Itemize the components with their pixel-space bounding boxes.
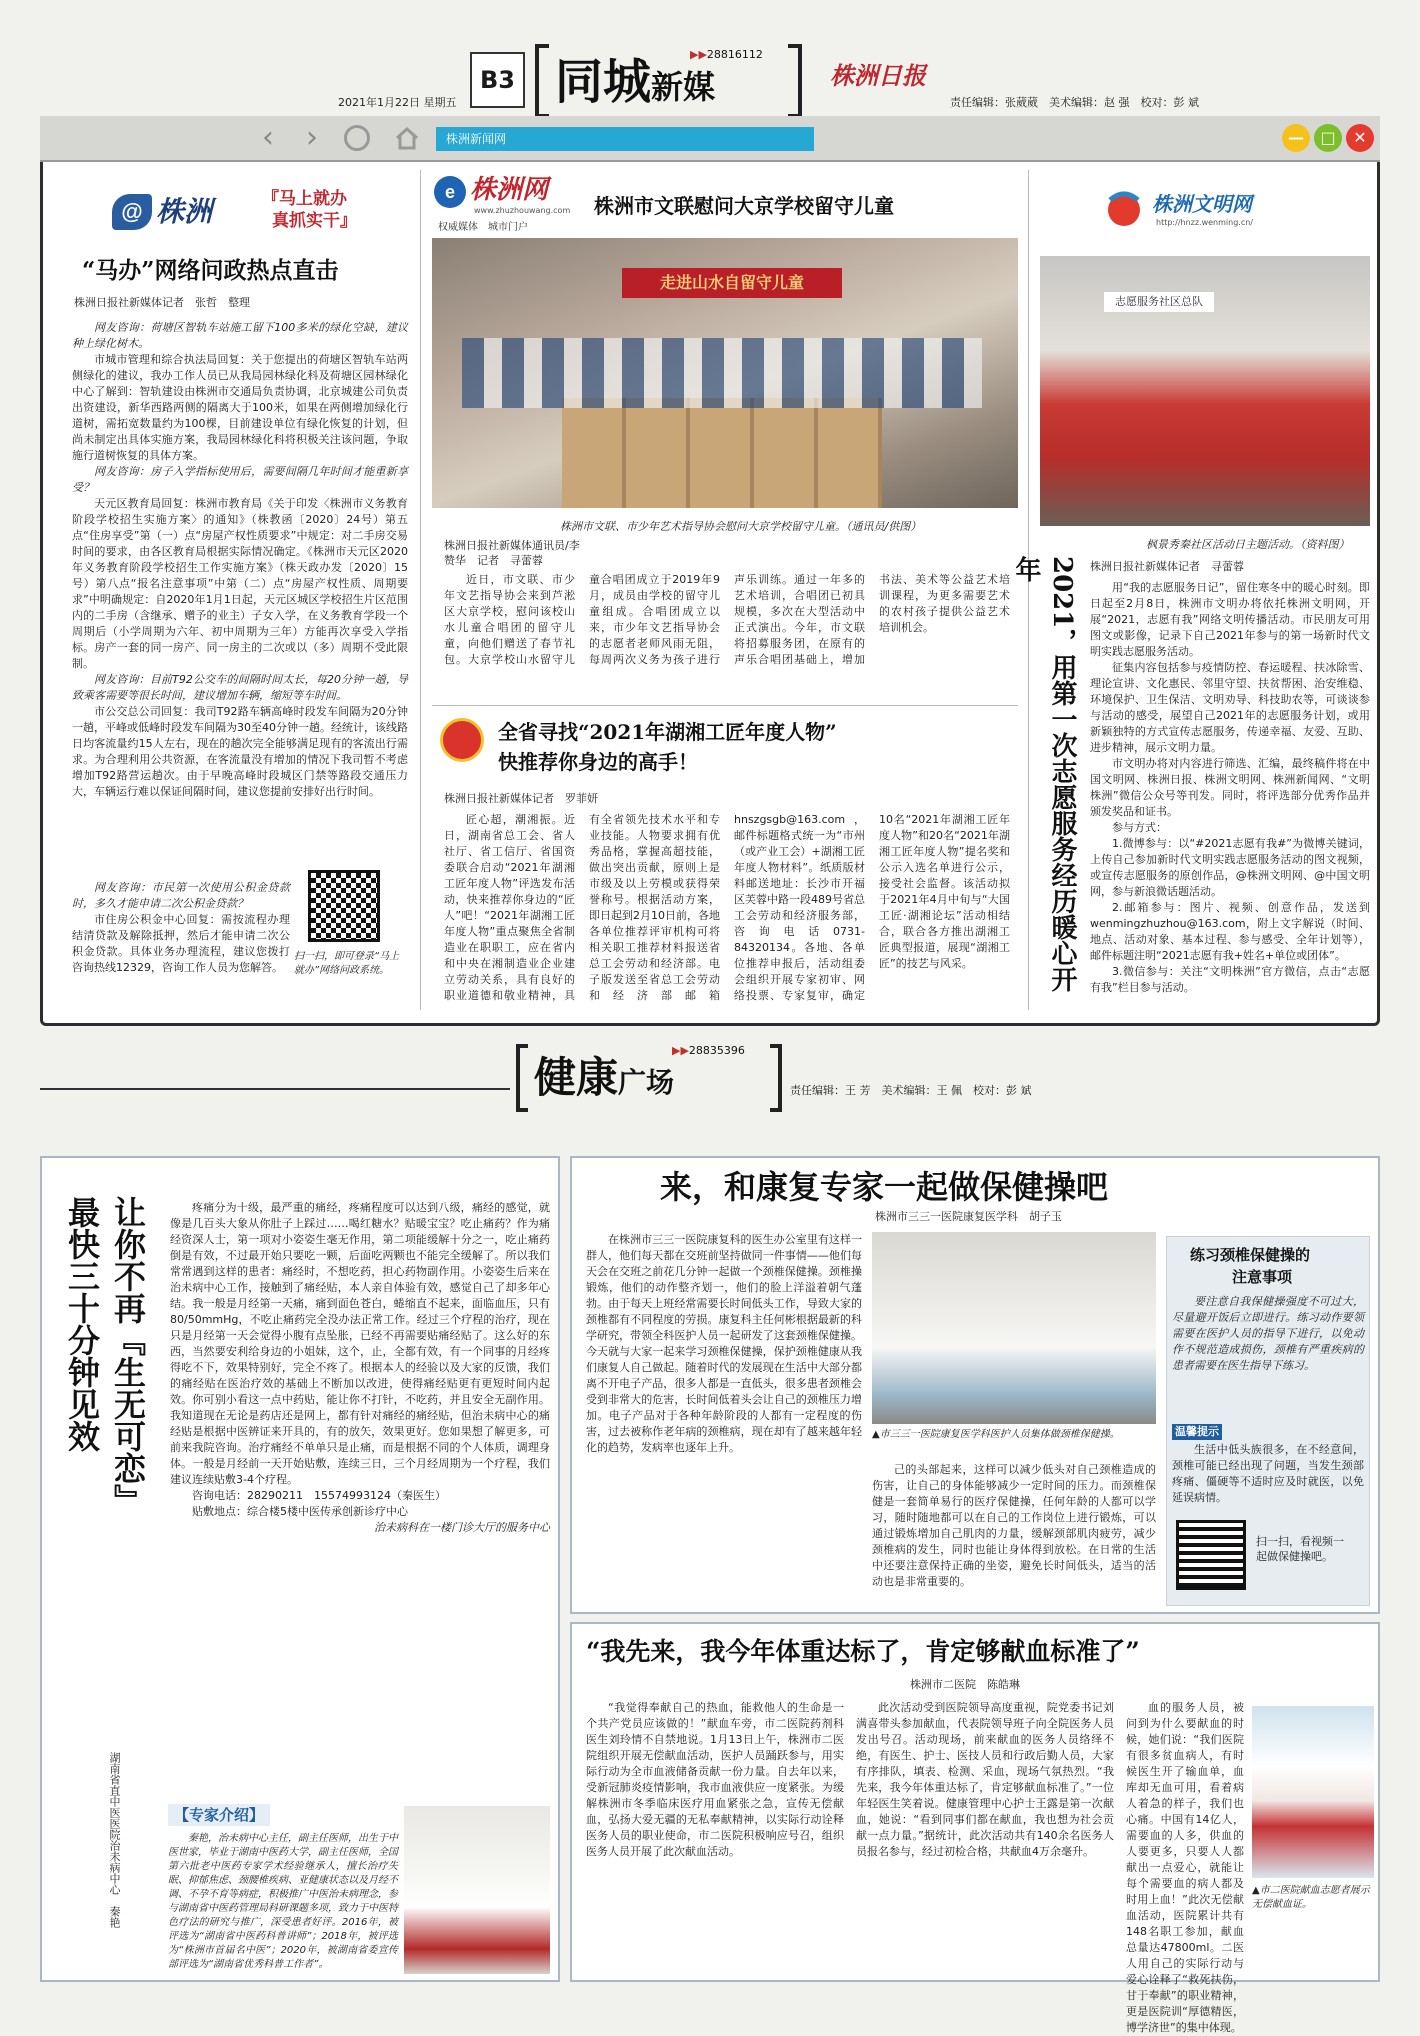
section-title — [555, 52, 715, 112]
tip-text-2: 生活中低头族很多，在不经意间，颈椎可能已经出现了问题，当发生颈部疼痛、僵硬等不适时应及时就医，以免延误病情。 — [1172, 1443, 1364, 1504]
article-title: 株洲市文联慰问大京学校留守儿童 — [594, 194, 894, 218]
blood-body-col-3 — [1126, 1700, 1244, 2034]
health-divider-left — [40, 1088, 510, 1090]
tip-title-line-2: 注意事项 — [1232, 1268, 1293, 1286]
phone-icon: ▶▶ — [690, 48, 707, 61]
section-phone-number: 28816112 — [706, 48, 763, 61]
health-phone — [672, 1044, 745, 1057]
section-title-small: 新媒 — [651, 68, 716, 106]
volunteer-p4: 参与方式： — [1112, 821, 1167, 834]
answer-2: 天元区教育局回复：株洲市教育局《关于印发〈株洲市义务教育阶段学校招生实施方案〉的通知》（株教函〔2020〕24号）第五点“住房享受”第（一）点“房屋产权性质要求”中规定：对二手房交易时间的要求，由各区教育局根据实际情况确定。《株洲市天元区2020年义务教育阶段学校招生工作实施方案》（株天政办发〔2020〕15号）第八点“报名注意事项”中第（二）点“房屋产权性质、周期要求”中明确规定：自2020年1月1日起，天元区城区学校招生片区范围内的二手房（含继承、赠予的业主）子女入学，在义务教育学段一个周期后（小学周期为六年、初中周期为三年）方能再次享受入学指标。房产一套的同一房产、同一房主的二次或以（多）周期不受此限制。 — [72, 497, 408, 670]
forward-glyph: ‹ — [306, 120, 318, 155]
section-title-big: 同城 — [555, 54, 652, 110]
blood-text-1: “我觉得奉献自己的热血，能救他人的生命是一个共产党员应该做的！”献血车旁，市二医院药剂科医生刘玲情不自禁地说。1月13日上午，株洲市二医院组织开展无偿献血活动，医护人员踊跃参与，用实际行动为全市血液储备贡献一份力量。自去年以来，受新冠肺炎疫情影响，我市血液供应一度紧张。为缓解株洲市冬季临床医疗用血紧张之急，宣传无偿献血，弘扬大爱无疆的无私奉献精神，以实际行动诠释医务人员的职业使命，市二医院积极响应号召，组织医务人员开展了此次献血活动。 — [586, 1701, 844, 1858]
article-title: “马办”网络问政热点直击 — [82, 257, 339, 284]
health-left-body — [170, 1200, 550, 1796]
bracket-left — [516, 1044, 528, 1112]
article-byline: 株洲日报社新媒体记者 寻蕾蓉 — [1090, 560, 1244, 573]
article-text: 近日，市文联、市少年文艺指导协会来到芦淞区大京学校，慰问该校山水儿童合唱团的留守儿童，向他们赠送了春节礼包。大京学校山水留守儿童合唱团成立于2019年9月，成员由学校的留守儿童组成。合唱团成立以来，市少年文艺指导协会的志愿者老师风雨无阻，每周两次义务为孩子进行声乐训练。通过一年多的艺术培训，合唱团已初具规模，多次在大型活动中正式演出。今年，市文联将招募服务团，在原有的声乐合唱团基础上，增加书法、美术等公益艺术培训课程，为更多需要艺术的农村孩子提供公益艺术培训机会。 — [444, 573, 1010, 666]
mabang-slogan — [262, 188, 357, 232]
home-icon — [394, 126, 420, 150]
wenming-logo-icon — [1102, 186, 1146, 230]
maximize-button[interactable]: □ — [1314, 124, 1342, 152]
health-vertical-title-1: 让你不再『生无可恋』 — [109, 1196, 147, 1516]
article-byline: 株洲日报社新媒体通讯员/李赞华 记者 寻蕾蓉 — [444, 539, 580, 567]
blood-title: “我先来，我今年体重达标了，肯定够献血标准了” — [586, 1637, 1140, 1666]
volunteer-p3: 市文明办将对内容进行筛选、汇编，最终稿件将在中国文明网、株洲日报、株洲文明网、株洲新闻网、“文明株洲”微信公众号等刊发。同时，将评选部分优秀作品并颁发奖品和证书。 — [1090, 757, 1370, 818]
health-title-small: 广场 — [618, 1066, 675, 1099]
url-text: 株洲新闻网 — [446, 132, 507, 146]
health-contact-note: 治未病科在一楼门诊大厅的服务中心 — [374, 1521, 550, 1534]
mabang-qr-code[interactable] — [308, 870, 380, 942]
bracket-right — [770, 1044, 782, 1112]
volunteer-p6: 2.邮箱参与：图片、视频、创意作品，发送到wenmingzhuzhou@163.com，附上文字解说（时间、地点、活动对象、基本过程、参与感受、全年计划等），邮件标题注明“2021志愿有我+姓名+单位或团体”。 — [1090, 901, 1370, 962]
mabang-logo — [112, 188, 412, 238]
slogan-line-1: 『马上就办 — [262, 189, 347, 209]
rehab-photo — [872, 1232, 1156, 1424]
page-number: B3 — [470, 52, 525, 108]
health-phone-number: 28835396 — [688, 1044, 745, 1057]
answer-3: 市公交总公司回复：我司T92路车辆高峰时段发车间隔为20分钟一趟，平峰或低峰时段发车间隔为30至40分钟一趟。经统计，该线路日均客流量约15人左右，现在的趟次完全能够满足现有的客流出行需求。为合理利用公共资源，在客流量没有增加的情况下我司暂不考虑增加T92路营运趟次。由于早晚高峰时段城区门禁等路段交通压力大，车辆运行难以保证间隔时间，建议您提前安排好出行时间。 — [72, 705, 408, 798]
address-bar[interactable] — [436, 127, 814, 151]
craftsman-body — [444, 812, 1010, 1008]
close-button[interactable]: ✕ — [1346, 124, 1374, 152]
wenming-logo-name: 株洲文明网 — [1152, 192, 1252, 216]
expert-intro-text — [168, 1832, 398, 1972]
health-contact-phone: 咨询电话：28290211 15574993124（秦医生） — [192, 1489, 446, 1502]
column-divider — [420, 170, 421, 1010]
home-button[interactable] — [394, 126, 420, 150]
blood-body-col-2 — [856, 1700, 1114, 1974]
article-byline: 株洲日报社新媒体记者 张哲 整理 — [74, 296, 250, 309]
volunteer-p5: 1.微博参与：以“#2021志愿有我#”为微博关键词，上传自己参加新时代文明实践志愿服务活动的图文视频，或宣传志愿服务的原创作品，@株洲文明网、@中国文明网，参与新浪微话题活动。 — [1090, 837, 1370, 898]
expert-photo — [404, 1806, 550, 1974]
issue-date: 2021年1月22日 星期五 — [338, 96, 457, 109]
question-3: 网友咨询：目前T92公交车的间隔时间太长，每20分钟一趟，导致乘客需要等很长时间，建议增加车辆，缩短等车时间。 — [72, 673, 408, 702]
blood-byline: 株洲市二医院 陈皓琳 — [910, 1678, 1020, 1691]
rehab-photo-caption: ▲市三三一医院康复医学科医护人员集体做颈椎保健操。 — [872, 1429, 1120, 1440]
zhuzhou-net-logo — [434, 172, 584, 236]
health-editors: 责任编辑：王 芳 美术编辑：王 佩 校对：彭 斌 — [790, 1084, 1032, 1097]
tag-authority: 权威媒体 — [438, 222, 478, 233]
bracket-right — [788, 44, 802, 118]
forward-button[interactable] — [306, 118, 318, 158]
volunteer-vertical-title: 2021，用第一次志愿服务经历暖心开年 — [1011, 556, 1077, 993]
craftsman-title-line-1: 全省寻找“2021年湖湘工匠年度人物” — [498, 720, 837, 744]
rehab-body-left — [586, 1232, 862, 1604]
health-vertical-title-2: 最快三十分钟见效 — [63, 1196, 101, 1452]
health-section-title — [534, 1048, 674, 1108]
question-4: 网友咨询：市民第一次使用公积金贷款时，多久才能申请二次公积金贷款？ — [72, 881, 290, 910]
back-button[interactable]: ‹ — [262, 120, 274, 155]
health-title-big: 健康 — [534, 1053, 619, 1102]
rehab-body-right — [872, 1462, 1156, 1608]
rehab-text-2: 己的头部起来，这样可以减少低头对自己颈椎造成的伤害，让自己的身体能够减少一定时间的压力。而颈椎保健是一套简单易行的医疗保健操，任何年龄的人都可以学习，随时随地都可以在自己的工作岗位上进行锻炼，可以通过锻炼增加自己肌肉的力量，缓解颈部肌肉疲劳，减少颈椎病的发生，同时也能让身体得到放松。在日常的生活中还要注意保持正确的坐姿，避免长时间低头，适当的活动也是非常重要的。 — [872, 1463, 1156, 1588]
article-body — [444, 572, 1010, 700]
article-body-continued — [72, 880, 290, 1010]
rehab-qr-code[interactable] — [1176, 1520, 1246, 1590]
health-contact-address: 贴敷地点：综合楼5楼中医传承创新诊疗中心 — [192, 1505, 408, 1518]
photo-children-row — [462, 338, 982, 408]
tip-tag: 温馨提示 — [1172, 1424, 1222, 1440]
rehab-byline: 株洲市三三一医院康复医学科 胡子玉 — [875, 1210, 1062, 1223]
tip-body — [1172, 1294, 1364, 1420]
question-2: 网友咨询：房子入学指标使用后，需要间隔几年时间才能重新享受？ — [72, 465, 408, 494]
brand-logo: 株洲日报 — [830, 61, 926, 90]
slogan-line-2: 真抓实干』 — [272, 211, 357, 231]
health-left-text: 疼痛分为十级，最严重的痛经，疼痛程度可以达到八级，痛经的感觉，就像是几百头大象从你肚子上踩过……喝红糖水？贴暖宝宝？吃止痛药？作为痛经资深人士，第一项对小姿姿生毫无作用，第二项能缓解十分之一，吃止痛药倒是有效，不过最开始只要吃一颗，后面吃两颗也不能完全缓解了。所以我们常常遇到这样的患者：痛经时，不想吃药，担心药物副作用。小姿姿生后来在治未病中心工作，接触到了痛经贴，本人亲自体验有效，感觉自己了却多年心结。我一般是月经第一天痛，痛到面色苍白，蜷缩直不起来，面临血压，只有80/50mmHg，不吃止痛药完全没办法正常工作。经过三个疗程的治疗，现在只是月经第一天会觉得小腹有点坠胀，已经不再需要贴痛经贴了。这么好的东西，当然要安利给身边的小姐妹，这个，止，全都有效，有一个同事的月经疼得吃不下，效果特别好，完全不疼了。根据本人的经验以及大家的反馈，我们的痛经贴在医治疗效的基础上不断加以改进，使得痛经贴更有更短时间内起效。你可别小看这一点中药贴，能让你不打针，不吃药，并且安全无副作用。我知道现在无论是药店还是网上，都有针对痛经的痛经贴，但治未病中心的痛经贴是根据中医辨证来开具的，有的放矢，效果更好。您如果想了解更多，可前来我院咨询。治疗痛经不单单只是止痛，而是根据不同的个人体质，调理身体。一般是月经前一天开始贴敷，连续三日，三个月经周期为一个疗程，我们建议连续贴敷3-4个疗程。 — [170, 1201, 550, 1486]
expert-intro-tag: 【专家介绍】 — [168, 1804, 270, 1826]
wenming-logo-url: http://hnzz.wenming.cn/ — [1156, 218, 1253, 227]
blood-donor-photo — [1252, 1706, 1374, 1878]
health-vertical-byline: 湖南省直中医医院治未病中心 秦艳 — [108, 1752, 121, 1928]
minimize-button[interactable]: — — [1282, 124, 1310, 152]
column-divider — [432, 705, 1018, 706]
answer-1: 市城市管理和综合执法局回复：关于您提出的荷塘区智轨车站两侧绿化的建议，我办工作人员已从我局园林绿化科及荷塘区园林绿化中心了解到：智轨建设由株洲市交通局负责协调，北京城建公司负责出资建设，新华西路两侧的隔离大于100米，如果在两侧增加绿化行道树，需拓宽数量约为100棵，目前建设单位有绿化恢复的计划，但尚未制定出具体实施方案，我局园林绿化科将积极关注该问题，争取施行道树恢复的具体方案。 — [72, 353, 408, 462]
mabang-logo-icon: @ — [112, 194, 152, 230]
rehab-title: 来，和康复专家一起做保健操吧 — [660, 1168, 1109, 1206]
blood-text-2: 此次活动受到医院领导高度重视，院党委书记刘满喜带头参加献血，代表院领导班子向全院医务人员发出号召。活动现场，前来献血的医务人员络绎不绝，有医生、护士、医技人员和行政后勤人员，大家有序排队，填表、检测、采血，现场气氛热烈。“我先来，我今年体重达标了，肯定够献血标准了。”一位年轻医生笑着说。健康管理中心护士王露是第一次献血，她说：“看到同事们都在献血，我也想为社会贡献一点力量。”据统计，此次活动共有140余名医务人员报名参与，经过初检合格，共献血4万余毫升。 — [856, 1701, 1114, 1858]
craftsman-text: 匠心超，潮湘振。近日，湖南省总工会、省人社厅、省工信厅、省国资委联合启动“2021年湖湘工匠年度人物”评选发布活动，快来推荐你身边的“匠人”吧！“2021年湖湘工匠年度人物”重点聚焦全省制造业在职职工，应在省内和中央在湘制造业企业建立劳动关系，具有良好的职业道德和敬业精神，具有全省领先技术水平和专业技能。人物要求拥有优秀品格，掌握高超技能，做出突出贡献，原则上是市级及以上劳模或获得荣誉称号。根据活动方案，即日起到2月10日前，各地各单位推荐评审机构可将相关职工推荐材料报送省总工会劳动和经济部。电子版发送至省总工会劳动和经济部邮箱hnszgsgb@163.com，邮件标题格式统一为“市州（或产业工会）+湖湘工匠年度人物材料”。纸质版材料邮送地址：长沙市开福区芙蓉中路一段489号省总工会劳动和经济服务部，咨询电话0731-84320134。各地、各单位推荐申报后，活动组委会组织开展专家初审、网络投票、专家复审，确定10名“2021年湖湘工匠年度人物”和20名“2021年湖湘工匠年度人物”提名奖和公示入选名单进行公示，接受社会监督。该活动拟于2021年4月中旬与“大国工匠·湖湘论坛”活动相结合，联合各方推出湖湘工匠典型报道，展现“湖湘工匠”的技艺与风采。 — [444, 813, 1010, 1002]
craftsman-title-line-2: 快推荐你身边的高手！ — [498, 750, 698, 774]
qr-caption: 扫一扫，即可登录“马上就办”网络问政系统。 — [294, 951, 400, 976]
photo-caption: 枫景秀秦社区活动日主题活动。（资料图） — [1146, 538, 1350, 551]
zhuzhou-net-icon: e — [434, 176, 466, 208]
rehab-text: 在株洲市三三一医院康复科的医生办公室里有这样一群人，他们每天都在交班前坚持做同一件事情——他们每天会在交班之前花几分钟一起做一个颈椎保健操。颈椎操锻炼，他们的动作整齐划一，他们的脸上洋溢着朝气蓬勃。由于每天上班经常需要长时间低头工作，导致大家的颈椎都有不同程度的劳损。康复科主任何彬根据最新的科学研究，带领全科医护人员一起研发了这套颈椎保健操。今天就与大家一起来学习颈椎保健操，保护颈椎健康从我们康复人自己做起。随着时代的发展现在生活中大部分都离不开电子产品，很多人都是一直低头，很多患者颈椎会受到非常大的危害，长时间低着头会让自己的颈椎压力增加。电子产品对于各种年龄阶段的人都有一定程度的伤害，过去被称作老年病的颈椎病，现在却有了越来越年轻化的趋势，发病率也逐年上升。 — [586, 1233, 862, 1454]
volunteer-body — [1090, 580, 1370, 1005]
bracket-left — [535, 44, 549, 118]
blood-photo-caption: ▲市二医院献血志愿者展示无偿献血证。 — [1252, 1885, 1370, 1910]
question-1: 网友咨询：荷塘区智轨车站施工留下100多米的绿化空缺，建议种上绿化树木。 — [72, 321, 408, 350]
answer-4: 市住房公积金中心回复：需按流程办理结清贷款及解除抵押，然后才能申请二次公积金贷款。具体业务办理流程，建议您拨打咨询热线12329，咨询工作人员为您解答。 — [72, 913, 290, 974]
photo-caption: 株洲市文联、市少年艺术指导协会慰问大京学校留守儿童。（通讯员/供图） — [560, 520, 922, 533]
article-body — [72, 320, 408, 880]
volunteer-p2: 征集内容包括参与疫情防控、春运暖程、扶冰除雪、理论宣讲、文化惠民、邻里守望、扶贫帮困、治安维稳、环境保护、卫生保洁、文明劝导、科技助农等，可谈谈参与活动的感受，展望自己2021年的志愿服务计划，或用新颖独特的方式宣传志愿服务，传递幸福、友爱、互助、进步精神，展示文明力量。 — [1090, 661, 1370, 754]
photo-banner: 走进山水自留守儿童 — [622, 268, 842, 298]
photo-volunteers — [1040, 256, 1370, 526]
blood-body-col-1 — [586, 1700, 844, 1974]
article-byline: 株洲日报社新媒体记者 罗菲妍 — [444, 792, 598, 805]
tip-text: 要注意自我保健操强度不可过大，尽量避开饭后立即进行。练习动作要领需要在医护人员的指导下进行，以免动作不规范造成损伤，颈椎有严重疾病的患者需要在医生指导下练习。 — [1172, 1295, 1364, 1372]
volunteer-p1: 用“我的志愿服务日记”，留住寒冬中的暖心时刻。即日起至2月8日，株洲市文明办将依托株洲文明网，开展“2021，志愿有我”网络文明传播活动。市民朋友可用图文或影像，记录下自己2021年参与的第一场新时代文明实践志愿服务活动。 — [1090, 581, 1370, 658]
section-phone — [690, 48, 763, 61]
wenming-logo — [1102, 186, 1342, 238]
union-emblem-icon — [440, 718, 484, 762]
refresh-button[interactable] — [344, 125, 370, 151]
zhuzhou-net-tags — [438, 218, 528, 233]
volunteer-p7: 3.微信参与：关注“文明株洲”官方微信，点击“志愿有我”栏目参与活动。 — [1090, 965, 1370, 994]
tag-portal: 城市门户 — [488, 222, 528, 233]
mabang-logo-text: 株洲 — [156, 195, 213, 228]
phone-icon: ▶▶ — [672, 1044, 689, 1057]
blood-text-3: 血的服务人员，被问到为什么要献血的时候，她们说：“我们医院有很多贫血病人，有时候医生开了输血单，血库却无血可用，看着病人着急的样子，我们也心痛。中国有14亿人，需要血的人多，供血的人要更多，只要人人都献出一点爱心，就能让每个需要血的病人都及时用上血！”此次无偿献血活动，医院累计共有148名职工参加，献血总量达47800ml。二医人用自己的实际行动与爱心诠释了“救死扶伤，甘于奉献”的职业精神，更是医院训“厚德精医，博学济世”的集中体现。 — [1126, 1701, 1244, 2034]
tip-title-line-1: 练习颈椎保健操的 — [1190, 1246, 1311, 1264]
zhuzhou-net-url: www.zhuzhouwang.com — [474, 206, 571, 215]
photo-children-gifts — [432, 238, 1018, 508]
photo-boxes — [562, 398, 882, 508]
editor-credits: 责任编辑：张葳葳 美术编辑：赵 强 校对：彭 斌 — [950, 96, 1199, 109]
expert-bio: 秦艳，治未病中心主任，副主任医师，出生于中医世家，毕业于湖南中医药大学，副主任医师，全国第六批老中医药专家学术经验继承人，擅长治疗失眠、抑郁焦虑、颈腰椎疾病、亚健康状态以及月经不调、不孕不育等病症，积极推广中医治未病理念，参与湖南省中医药管理局科研课题多项，致力于中医特色疗法的研究与推广，深受患者好评。2016年，被评选为“湖南省中医药科普讲师”；2018年，被评选为“株洲市首届名中医”；2020年，被湖南省委宣传部评选为“湖南省优秀科普工作者”。 — [168, 1833, 398, 1970]
column-divider — [1028, 170, 1029, 1010]
rehab-qr-caption: 扫一扫，看视频一起做保健操吧。 — [1256, 1535, 1344, 1563]
tip-body-2 — [1172, 1442, 1364, 1510]
zhuzhou-net-name: 株洲网 — [470, 175, 549, 205]
page-header — [0, 0, 1420, 112]
photo-volunteer-banner: 志愿服务社区总队 — [1104, 292, 1214, 312]
